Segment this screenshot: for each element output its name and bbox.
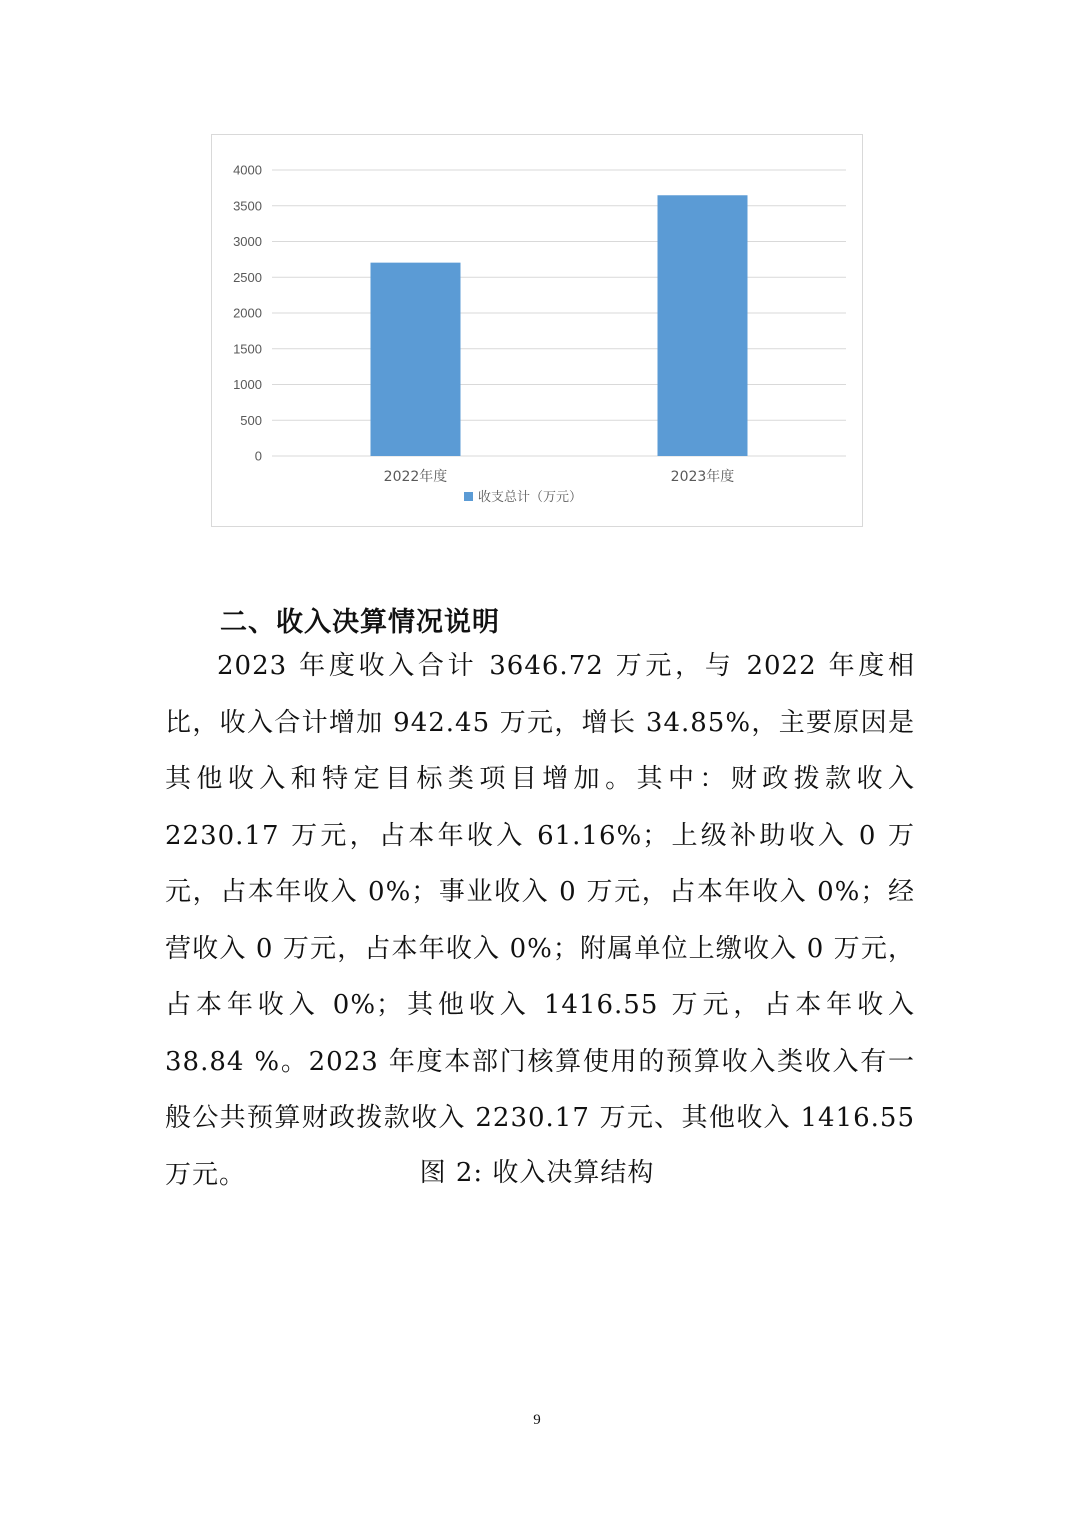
body-paragraph: 2023 年度收入合计 3646.72 万元，与 2022 年度相比，收入合计增加 942.45 万元，增长 34.85%，主要原因是其他收入和特定目标类项目增加。其中：财政拨款收入 2230.17 万元，占本年收入 61.16%；上级补助收入 0 万元，占本年收入 0%；事业收入 0 万元，占本年收入 0%；经营收入 0 万元，占本年收入 0%；附属单位上缴收入 0 万元，占本年收入 0%；其他收入 1416.55 万元，占本年收入 38.84 %。2023 年度本部门核算使用的预算收入类收入有一般公共预算财政拨款收入 2230.17 万元、其他收入 1416.55 万元。 — [165, 651, 915, 1190]
bar-2022 — [371, 263, 461, 456]
section-heading: 二、收入决算情况说明 — [220, 607, 500, 638]
category-label: 2022年度 — [383, 469, 448, 485]
figure-caption: 图 2: 收入决算结构 — [419, 1158, 655, 1188]
page-number: 9 — [533, 1412, 541, 1428]
legend-label: 收支总计（万元） — [478, 490, 583, 505]
y-tick-label: 2000 — [233, 305, 262, 321]
category-label: 2023年度 — [670, 469, 735, 485]
y-tick-label: 1500 — [233, 341, 262, 357]
y-tick-label: 4000 — [233, 162, 262, 178]
y-tick-label: 0 — [254, 448, 262, 464]
y-tick-label: 3500 — [233, 198, 262, 214]
bar-2023 — [658, 195, 748, 456]
income-expense-bar-chart — [211, 134, 863, 527]
y-tick-label: 500 — [240, 412, 262, 428]
y-tick-label: 1000 — [233, 377, 262, 392]
y-tick-label: 2500 — [233, 269, 262, 285]
y-tick-label: 3000 — [233, 234, 262, 249]
legend-swatch — [464, 492, 473, 501]
chart-canvas — [212, 135, 864, 528]
